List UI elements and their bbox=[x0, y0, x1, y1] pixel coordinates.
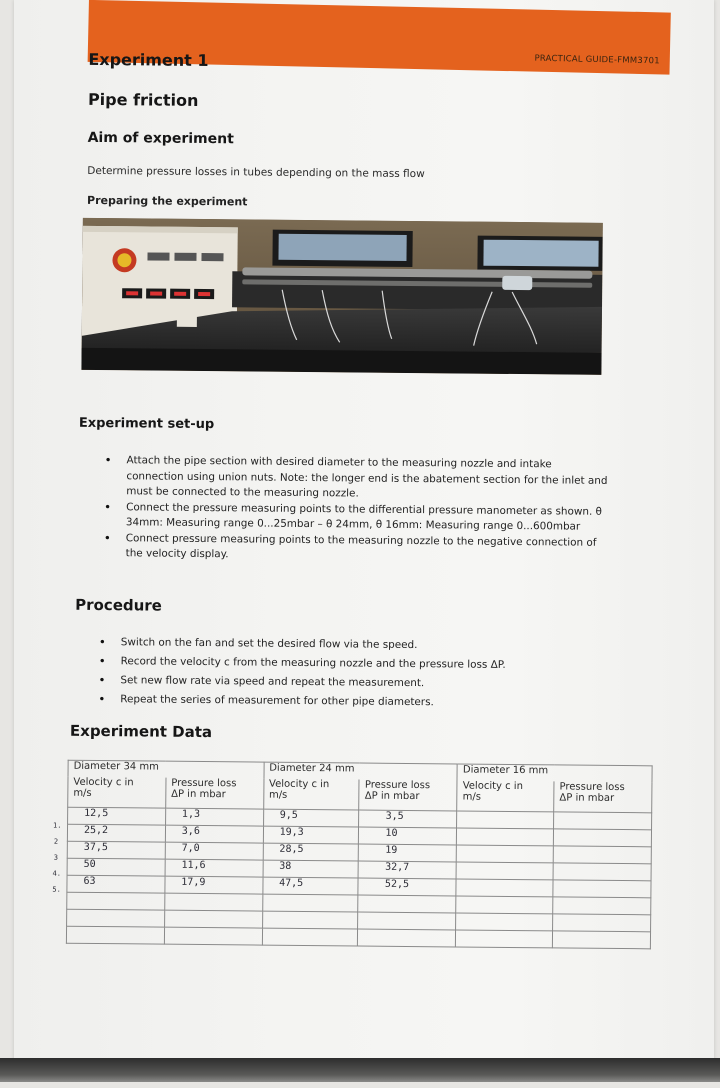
row-number: 3 bbox=[53, 853, 58, 862]
cell-p24: 10 bbox=[359, 827, 457, 845]
cell-v24: 9,5 bbox=[263, 809, 359, 827]
group-header-16: Diameter 16 mm bbox=[457, 764, 652, 782]
group-header-24: Diameter 24 mm bbox=[264, 762, 458, 780]
col-pressure-24: Pressure loss ΔP in mbar bbox=[359, 780, 457, 811]
col-pressure-16: Pressure loss ΔP in mbar bbox=[554, 781, 652, 812]
aim-heading: Aim of experiment bbox=[87, 129, 234, 148]
cell-p24: 3,5 bbox=[359, 810, 457, 828]
experiment-title: Experiment 1 bbox=[88, 49, 209, 71]
cell-p34: 3,6 bbox=[165, 825, 263, 843]
cell-p34: 17,9 bbox=[165, 876, 263, 894]
procedure-item: • Repeat the series of measurement for other pipe diameters. bbox=[98, 690, 638, 714]
cell-v24: 47,5 bbox=[263, 877, 359, 895]
data-heading: Experiment Data bbox=[69, 721, 213, 742]
aim-text: Determine pressure losses in tubes depending on the mass flow bbox=[87, 164, 425, 181]
cell-p24: 32,7 bbox=[359, 861, 457, 879]
apparatus-photo bbox=[81, 218, 602, 375]
setup-item: • Connect pressure measuring points to the measuring nozzle to the negative connection of the velocity display. bbox=[104, 531, 664, 567]
row-number: 2 bbox=[53, 837, 59, 846]
cell-p34: 11,6 bbox=[165, 859, 263, 877]
cell-v16 bbox=[457, 828, 554, 846]
col-velocity-34: Velocity c in m/s bbox=[68, 777, 166, 808]
procedure-list bbox=[98, 633, 639, 714]
cell-p16 bbox=[553, 863, 651, 881]
cell-v24: 28,5 bbox=[263, 843, 359, 861]
col-velocity-24: Velocity c in m/s bbox=[263, 779, 359, 810]
cell-p16 bbox=[553, 880, 651, 898]
apparatus-illustration bbox=[81, 218, 602, 375]
cell-v24: 19,3 bbox=[263, 826, 359, 844]
procedure-item: • Set new flow rate via speed and repeat the measurement. bbox=[98, 671, 638, 695]
cell-p24: 52,5 bbox=[358, 878, 456, 896]
cell-p24: 19 bbox=[359, 844, 457, 862]
header-text: PRACTICAL GUIDE-FMM3701 bbox=[534, 53, 660, 67]
setup-list bbox=[104, 453, 665, 567]
cell-v16 bbox=[457, 845, 554, 863]
cell-v16 bbox=[456, 862, 553, 880]
cell-p34: 1,3 bbox=[165, 808, 263, 826]
col-velocity-16: Velocity c in m/s bbox=[457, 780, 554, 811]
cell-v34: 63 bbox=[67, 875, 165, 893]
cell-p34: 7,0 bbox=[165, 842, 263, 860]
cell-v34: 12,5 bbox=[68, 807, 166, 825]
cell-p16 bbox=[554, 812, 652, 830]
cell-p16 bbox=[553, 846, 651, 864]
col-pressure-34: Pressure loss ΔP in mbar bbox=[166, 778, 264, 809]
setup-heading: Experiment set-up bbox=[78, 415, 215, 433]
cell-v16 bbox=[457, 811, 554, 829]
row-number: 5. bbox=[52, 885, 61, 894]
preparing-heading: Preparing the experiment bbox=[86, 193, 248, 209]
row-number: 4. bbox=[52, 869, 62, 878]
procedure-heading: Procedure bbox=[75, 595, 162, 615]
procedure-item: • Record the velocity c from the measuring nozzle and the pressure loss ΔP. bbox=[99, 652, 639, 676]
cell-v34: 25,2 bbox=[67, 824, 165, 842]
experiment-data-table bbox=[66, 760, 653, 950]
setup-item: • Attach the pipe section with desired diameter to the measuring nozzle and intake connection using union nuts. Note: the longer end is the abatement section for the inlet and must be connected to the measuring nozzle. bbox=[104, 453, 664, 505]
subject-title: Pipe friction bbox=[87, 89, 199, 110]
cell-v34: 50 bbox=[67, 858, 165, 876]
procedure-item: • Switch on the fan and set the desired flow via the speed. bbox=[99, 633, 639, 657]
cell-v16 bbox=[456, 879, 553, 897]
row-number: 1. bbox=[52, 821, 62, 830]
setup-item: • Connect the pressure measuring points to the differential pressure manometer as shown. θ 34mm: Measuring range 0...25mbar – θ 24mm, θ 16mm: Measuring range 0...600mbar bbox=[104, 500, 664, 536]
cell-p16 bbox=[553, 829, 651, 847]
cell-v24: 38 bbox=[263, 860, 359, 878]
cell-v34: 37,5 bbox=[67, 841, 165, 859]
group-header-34: Diameter 34 mm bbox=[68, 760, 264, 778]
